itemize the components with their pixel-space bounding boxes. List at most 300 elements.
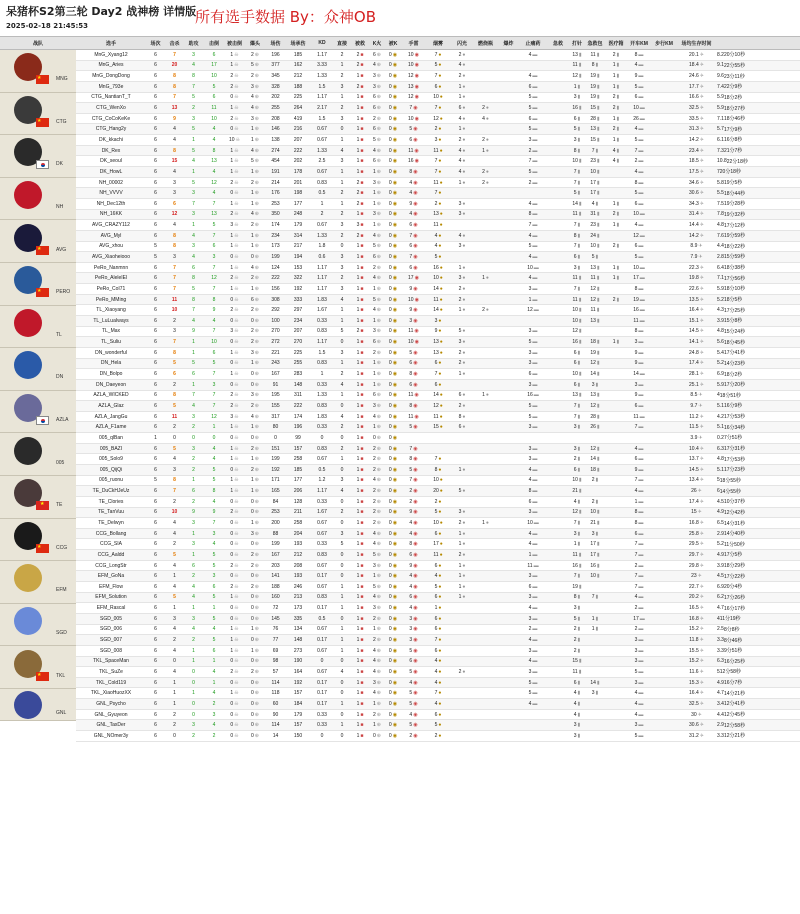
column-header: 急救 [552,40,563,47]
cell-value: 3 [340,264,344,271]
table-row [76,625,800,636]
stat-icon: ◉ [392,456,398,463]
table-cell [285,433,311,443]
table-cell [497,401,520,411]
cell-value: 272 [271,339,280,346]
cell-value: 5 [173,594,176,601]
cell-value: 6 [434,360,438,367]
cell-value: 7 [634,573,638,580]
cell-value: 1 [573,541,577,548]
cell-value: 21分7秒 [723,148,743,155]
table-cell [311,103,333,113]
cell-value: 1.8 [318,243,326,250]
stat-icon: ▬ [638,349,644,356]
cell-value: 6 [154,168,157,175]
table-cell [606,242,626,252]
table-cell [146,433,165,443]
stat-icon: ✈ [699,381,704,388]
table-cell [203,380,225,390]
stat-icon: ● [462,126,466,133]
table-cell [652,61,676,71]
table-cell [285,444,311,454]
stat-icon: ▬ [532,296,538,303]
cell-value: 4 [573,498,577,505]
cell-value: 0 [251,371,254,378]
stat-icon: ◉ [413,583,418,590]
table-cell [385,156,401,166]
cell-value: 6 [573,253,577,260]
stat-icon: ⊕ [254,307,259,314]
cell-value: 18 [590,339,596,346]
stat-icon: ◉ [413,445,418,452]
table-cell [311,508,333,518]
table-cell [369,50,385,60]
cell-value: 1 [340,605,344,612]
table-cell [606,50,626,60]
cell-value: 7 [212,392,216,399]
stat-icon: ▬ [532,413,538,420]
table-cell [584,93,606,103]
table-cell [606,93,626,103]
cell-value: TKL_SpaceMan [93,658,129,665]
stat-icon: ● [439,115,443,122]
stat-icon: ⊕ [376,328,381,335]
cell-value: 2 [230,668,234,675]
cell-value: 3 [409,626,413,633]
table-cell [626,699,652,709]
table-cell [266,657,285,667]
table-cell [474,295,497,305]
stat-icon: ◉ [392,690,398,697]
table-cell [285,284,311,294]
table-cell [165,593,184,603]
cell-value: MnG_DongDong [92,73,130,80]
table-cell [385,146,401,156]
team-logo-icon [14,564,42,592]
table-cell [351,93,369,103]
table-cell [584,465,606,475]
cell-value: 0 [251,381,254,388]
cell-value: 3 [340,222,344,229]
cell-value: 0 [230,658,234,665]
table-cell [333,657,351,667]
table-row [76,178,800,189]
table-cell [203,103,225,113]
cell-value: 3 [356,222,360,229]
cell-value: 1 [230,264,234,271]
cell-value: 10 [527,520,533,526]
table-cell [520,582,546,592]
stat-icon: ☠ [234,51,239,58]
table-cell [426,252,450,262]
table-cell [606,337,626,347]
table-cell [717,124,724,134]
table-cell [474,699,497,709]
table-cell [474,135,497,145]
table-cell [266,667,285,677]
stat-icon: ■ [360,477,364,484]
stat-icon: ▬ [638,62,644,69]
table-cell [385,71,401,81]
table-cell [165,305,184,315]
table-cell [184,571,203,581]
table-cell [426,167,450,177]
cell-value: 4 [212,541,216,548]
stat-icon: ▮ [578,392,582,399]
stat-icon: ■ [360,339,364,346]
cell-value: 9 [212,509,216,516]
cell-value: 1 [356,349,360,356]
cell-value: 1 [458,264,462,271]
table-cell [426,731,450,741]
stat-icon: ● [439,94,443,101]
cell-value: TE_Clories [98,498,124,505]
stat-icon: ● [462,594,466,601]
table-cell [225,252,244,262]
team-logo-icon [14,309,42,337]
cell-value: 2 [458,668,462,675]
cell-value: 5 [528,243,532,250]
cell-value: 16分9秒 [723,403,743,410]
cell-value: 3 [340,477,344,484]
cell-value: 2 [373,711,376,718]
cell-value: 0.67 [317,530,327,537]
cell-value: 5 [192,285,195,292]
table-cell [369,625,385,635]
table-cell [165,369,184,379]
stat-icon: ◉ [392,637,398,644]
table-cell [266,103,285,113]
cell-value: 1 [192,605,195,612]
stat-icon: ◉ [413,530,418,537]
table-cell [244,635,266,645]
table-cell [724,188,745,198]
stat-icon: ◉ [392,328,398,335]
cell-value: 6 [373,126,376,133]
cell-value: 18分45秒 [723,339,746,346]
table-cell [584,220,606,230]
table-cell [203,486,225,496]
table-cell [546,433,570,443]
table-cell [450,220,474,230]
cell-value: 2 [373,488,376,495]
cell-value: 18.5 [689,158,699,165]
table-cell [450,391,474,401]
table-cell [606,135,626,145]
stat-icon: ▮ [595,477,599,484]
table-cell [652,231,676,241]
table-cell [652,635,676,645]
stat-icon: ☠ [234,307,239,314]
table-cell [626,635,652,645]
cell-value: 17分25秒 [723,307,746,314]
table-cell [285,359,311,369]
table-cell [285,61,311,71]
cell-value: 6 [154,668,157,675]
table-cell [652,359,676,369]
table-cell [676,625,717,635]
cell-value: 2 [356,62,360,69]
cell-value: 24.8 [689,349,699,356]
cell-value: 1 [458,562,462,569]
cell-value: 1 [251,488,254,495]
cell-value: PeRo_Nanmnn [93,264,129,271]
cell-value: 184 [293,700,303,707]
table-cell [520,146,546,156]
cell-value: 11 [408,413,414,420]
cell-value: 5 [192,360,195,367]
cell-value: 15分8秒 [723,318,743,325]
stat-icon: ● [462,136,466,143]
cell-value: 0 [388,541,392,548]
table-cell [570,593,584,603]
table-cell [311,284,333,294]
table-cell [285,135,311,145]
table-cell [497,50,520,60]
cell-value: 16 [572,105,578,112]
table-cell [225,135,244,145]
cell-value: 0 [340,732,344,739]
cell-value: 1 [251,136,254,143]
cell-value: 7 [212,285,216,292]
stat-icon: ■ [360,264,364,271]
table-cell [450,359,474,369]
cell-value: 7 [591,594,595,601]
table-cell [652,124,676,134]
table-row [76,465,800,476]
table-cell [570,124,584,134]
table-cell [717,337,724,347]
table-cell [626,593,652,603]
cell-value: 11 [433,413,439,420]
cell-value: 6 [154,190,157,197]
table-cell [401,731,426,741]
cell-value: 4 [212,668,216,675]
table-cell [497,412,520,422]
cell-value: 4 [340,413,344,420]
cell-value: 0 [192,434,195,441]
stat-icon: ⊕ [376,488,381,495]
cell-value: 17分26秒 [723,594,746,601]
cell-value: 2 [373,615,376,622]
cell-value: 118 [271,690,280,697]
stat-icon: ● [462,179,466,186]
table-cell [606,561,626,571]
cell-value: 5.8 [717,179,724,186]
cell-value: 3 [373,179,376,186]
table-cell [724,603,745,613]
cell-value: 0 [230,573,234,580]
cell-value: 6 [528,583,532,590]
cell-value: 6 [154,264,157,271]
cell-value: 1 [528,296,532,303]
cell-value: 6 [434,615,438,622]
table-cell [584,178,606,188]
table-cell [225,497,244,507]
table-cell [474,678,497,688]
table-cell [311,220,333,230]
stat-icon: ▬ [532,509,538,516]
team-block [0,220,76,263]
table-cell [606,61,626,71]
cell-value: 1 [612,275,616,282]
stat-icon: ▬ [532,466,538,473]
table-cell [652,295,676,305]
table-cell [450,156,474,166]
table-cell [285,178,311,188]
table-row [76,657,800,668]
cell-value: 6 [154,307,157,314]
cell-value: 15 [171,158,178,165]
table-cell [351,582,369,592]
cell-value: 1 [320,371,324,378]
cell-value: 4 [634,711,638,718]
table-cell [450,561,474,571]
table-cell [606,114,626,124]
table-cell [497,284,520,294]
table-cell [652,603,676,613]
table-cell [311,561,333,571]
table-cell [724,263,745,273]
cell-value: 9 [173,115,176,122]
table-cell [244,710,266,720]
stat-icon: ▮ [596,317,600,324]
cell-value: 1 [356,679,360,686]
table-cell [146,401,165,411]
stat-icon: ◉ [392,466,398,473]
stat-icon: ◉ [413,317,418,324]
cell-value: 2 [251,668,254,675]
cell-value: 3 [434,317,438,324]
table-cell [184,380,203,390]
cell-value: 14 [590,456,596,463]
table-cell [146,539,165,549]
cell-value: 8 [634,51,638,58]
cell-value: 34.6 [689,179,699,186]
cell-value: 192 [293,679,303,686]
cell-value: 6 [154,349,157,356]
cell-value: 8 [528,211,532,218]
stat-icon: ▮ [596,445,600,452]
table-cell [333,124,351,134]
table-cell [351,188,369,198]
table-row [76,93,800,104]
stat-icon: ▬ [638,392,644,399]
cell-value: 0 [251,498,254,505]
stat-icon: ▬ [533,307,539,314]
table-cell [584,263,606,273]
stat-icon: ▬ [532,605,538,612]
cell-value: 2 [591,477,595,484]
cell-value: 188 [271,583,280,590]
table-cell [401,316,426,326]
cell-value: 5 [173,402,176,409]
cell-value: 1 [340,360,344,367]
table-cell [76,603,146,613]
cell-value: 5 [573,190,577,197]
table-cell [570,93,584,103]
cell-value: 1 [251,200,254,207]
stat-icon: ◉ [413,562,418,569]
table-cell [184,295,203,305]
cell-value: 1 [458,594,462,601]
table-cell [676,71,717,81]
table-cell [717,359,724,369]
table-cell [244,486,266,496]
stat-icon: ⊕ [376,466,381,473]
cell-value: 317 [271,413,280,420]
stat-icon: ◉ [392,498,398,505]
table-cell [401,178,426,188]
cell-value: 1 [482,520,485,526]
cell-value: 29.7 [689,551,699,558]
cell-value: 4 [373,307,376,314]
table-cell [369,359,385,369]
cell-value: 6 [154,222,157,229]
cell-value: 6 [154,232,157,239]
cell-value: 0 [388,605,392,612]
stat-icon: ● [485,520,489,526]
table-cell [225,657,244,667]
cell-value: 1 [251,360,254,367]
table-cell [146,93,165,103]
table-cell [244,657,266,667]
table-cell [474,114,497,124]
cell-value: 1 [230,232,234,239]
table-cell [474,625,497,635]
cell-value: 7 [434,637,438,644]
stat-icon: ⊕ [254,232,259,239]
stat-icon: ▮ [616,115,620,122]
table-cell [266,61,285,71]
table-cell [184,210,203,220]
stat-icon: ▮ [616,339,620,346]
table-cell [285,508,311,518]
cell-value: 31.3 [689,126,699,133]
column-header: 战队 [32,40,43,47]
table-cell [606,71,626,81]
table-cell [266,539,285,549]
cell-value: 2 [340,105,344,112]
stat-icon: ▬ [638,94,644,101]
table-cell [333,93,351,103]
table-cell [385,337,401,347]
table-cell [717,327,724,337]
cell-value: 7 [434,168,438,175]
table-cell [351,114,369,124]
table-cell [311,433,333,443]
table-cell [225,231,244,241]
cell-value: 207 [293,136,303,143]
table-cell [520,561,546,571]
cell-value: 6 [154,105,157,112]
table-cell [146,167,165,177]
cell-value: 5.1 [717,424,724,431]
cell-value: 5 [409,349,413,356]
stat-icon: ⊕ [254,349,259,356]
cell-value: 1 [373,381,376,388]
cell-value: 0 [388,200,392,207]
cell-value: 7 [212,264,216,271]
cell-value: 0 [230,339,234,346]
table-cell [520,231,546,241]
table-cell [203,603,225,613]
cell-value: 0.83 [317,551,327,558]
stat-icon: ⊕ [376,360,381,367]
table-row [76,433,800,444]
cell-value: 8 [173,392,176,399]
cell-value: 1 [634,498,638,505]
